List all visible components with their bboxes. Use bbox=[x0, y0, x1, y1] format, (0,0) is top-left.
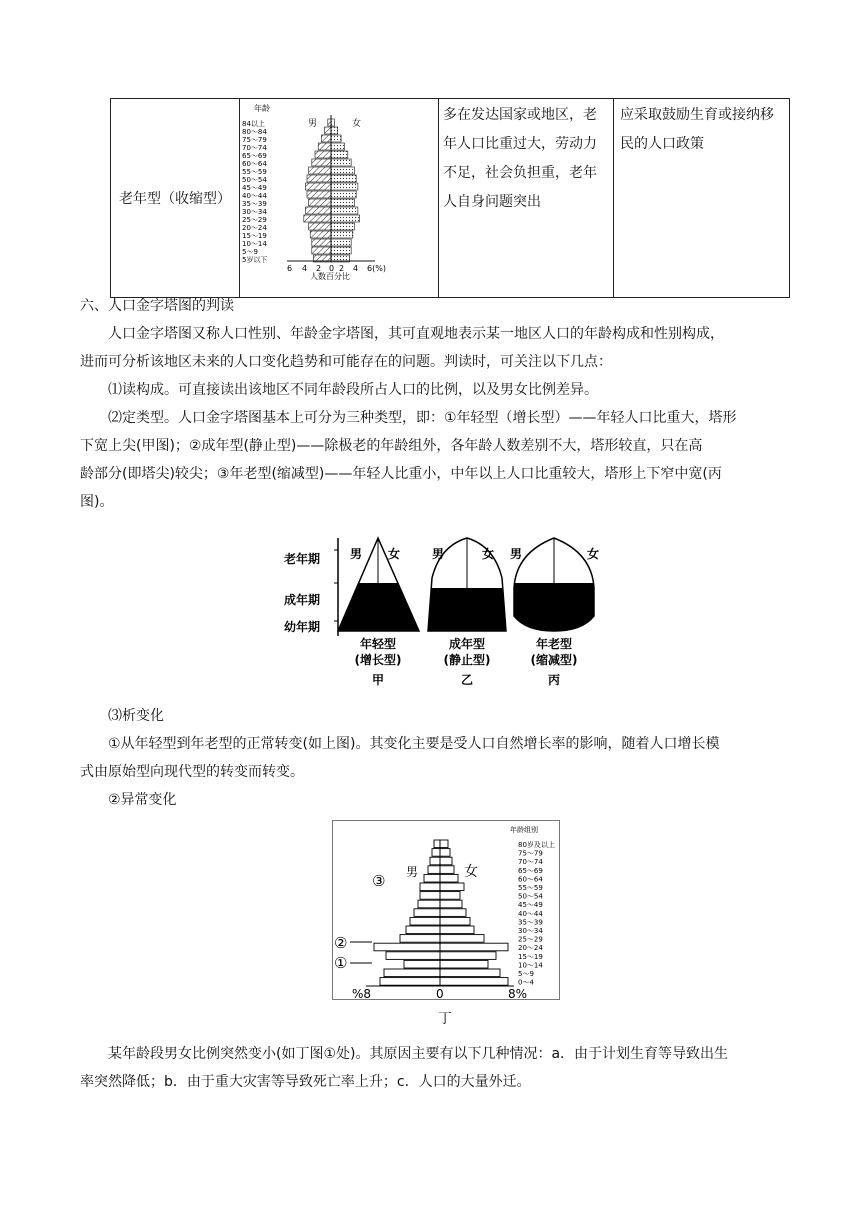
features-cell: 多在发达国家或地区，老年人口比重过大，劳动力不足，社会负担重，老年人自身问题突出 bbox=[439, 99, 614, 298]
x-tick: 6 bbox=[287, 264, 293, 273]
ding-age-label: 45～49 bbox=[518, 901, 543, 910]
ding-female-bar bbox=[440, 866, 454, 874]
ding-female-bar bbox=[440, 978, 508, 986]
male-bar bbox=[325, 127, 331, 134]
male-bar bbox=[309, 199, 331, 206]
ding-male-bar bbox=[404, 960, 440, 968]
x-tick: 4 bbox=[302, 264, 308, 273]
caption-young-sub: (增长型) bbox=[354, 653, 402, 667]
point3a-line2: 式由原始型向现代型的转变而转变。 bbox=[80, 764, 304, 780]
ding-female-bar bbox=[440, 935, 484, 943]
ding-x-mid: 0 bbox=[436, 987, 444, 1000]
ding-age-label: 50～54 bbox=[518, 892, 543, 901]
x-tick: 2 bbox=[339, 264, 345, 273]
ding-pyramid-figure bbox=[332, 820, 560, 1000]
female-bar bbox=[331, 135, 341, 142]
ding-age-label: 35～39 bbox=[518, 918, 543, 927]
type-cell: 老年型（收缩型） bbox=[111, 99, 240, 298]
age-label: 80～84 bbox=[242, 128, 267, 136]
ding-age-label: 70～74 bbox=[518, 858, 543, 867]
ding-male-bar bbox=[400, 935, 440, 943]
ding-female-bar bbox=[440, 952, 496, 960]
ding-age-label: 30～34 bbox=[518, 927, 543, 935]
male-bar bbox=[310, 231, 331, 238]
caption-young-name: 年轻型 bbox=[359, 637, 397, 651]
age-label: 75～79 bbox=[242, 136, 267, 144]
age-label: 70～74 bbox=[242, 144, 267, 152]
aged-type-pyramid bbox=[510, 538, 599, 631]
final-line1: 某年龄段男女比例突然变小(如丁图①处)。其原因主要有以下几种情况：a．由于计划生育等导致出生 bbox=[108, 1046, 729, 1062]
label-old-age: 老年期 bbox=[284, 552, 321, 566]
ding-age-label: 20～24 bbox=[518, 944, 543, 953]
female-bar bbox=[331, 183, 358, 190]
male-bar bbox=[309, 167, 331, 174]
ding-female-bar bbox=[440, 960, 488, 968]
aged-female: 女 bbox=[587, 547, 600, 561]
age-label: 15～19 bbox=[242, 232, 267, 240]
point2-line2: 下宽上尖(甲图)；②成年型(静止型)——除极老的年龄组外，各年龄人数差别不大，塔形较直，只在高 bbox=[80, 438, 703, 454]
ding-male-bar bbox=[384, 969, 440, 977]
female-bar bbox=[331, 119, 334, 126]
ding-male-bar bbox=[414, 909, 440, 917]
three-types-figure bbox=[282, 528, 612, 696]
male-bar bbox=[307, 191, 331, 198]
age-label: 35～39 bbox=[242, 200, 267, 208]
label-adult-age: 成年期 bbox=[284, 593, 321, 607]
female-bar bbox=[331, 247, 351, 254]
ding-age-label: 5～9 bbox=[518, 970, 534, 978]
point3a-line1: ①从年轻型到年老型的正常转变(如上图)。其变化主要是受人口自然增长率的影响，随着人口增长模 bbox=[108, 736, 720, 752]
female-bar bbox=[331, 151, 348, 158]
policy-cell: 应采取鼓励生育或接纳移民的人口政策 bbox=[614, 99, 790, 298]
final-line2: 率突然降低；b．由于重大灾害等导致死亡率上升；c．人口的大量外迁。 bbox=[80, 1074, 531, 1090]
female-bar bbox=[331, 191, 356, 198]
chart-cell bbox=[240, 99, 439, 298]
caption-adult-letter: 乙 bbox=[460, 673, 474, 687]
caption-aged-sub: (缩减型) bbox=[530, 653, 578, 667]
male-bar bbox=[315, 151, 331, 158]
aged-pyramid-chart bbox=[240, 99, 438, 293]
ding-female-bar bbox=[440, 883, 464, 891]
female-bar bbox=[331, 215, 360, 222]
caption-aged-name: 年老型 bbox=[535, 637, 573, 651]
caption-adult-sub: (静止型) bbox=[443, 653, 491, 667]
female-bar bbox=[331, 223, 355, 230]
male-bar bbox=[312, 239, 331, 246]
adult-type-pyramid bbox=[428, 538, 506, 631]
ding-male-bar bbox=[406, 926, 440, 934]
point2-line3: 龄部分(即塔尖)较尖；③年老型(缩减型)——年轻人比重小，中年以上人口比重较大，塔形上下窄中宽(丙 bbox=[80, 466, 722, 482]
ding-male-bar bbox=[424, 874, 440, 882]
age-label: 55～59 bbox=[242, 168, 267, 176]
adult-male: 男 bbox=[432, 547, 445, 561]
x-axis-label: 人数百分比 bbox=[310, 272, 350, 281]
ding-female-bar bbox=[440, 969, 500, 977]
age-label: 5岁以下 bbox=[242, 256, 268, 264]
ding-age-label: 65～69 bbox=[518, 866, 543, 875]
young-female: 女 bbox=[388, 547, 401, 561]
label-young-age: 幼年期 bbox=[284, 620, 321, 634]
x-tick: 0 bbox=[329, 264, 335, 273]
ding-female-bar bbox=[440, 849, 450, 857]
ding-x-left: %8 bbox=[352, 987, 372, 1000]
ding-female-bar bbox=[440, 943, 508, 951]
x-tick: 6(%) bbox=[367, 264, 386, 273]
ding-age-label: 10～14 bbox=[518, 961, 543, 970]
age-label: 20～24 bbox=[242, 224, 267, 232]
point2-line4: 图)。 bbox=[80, 494, 114, 510]
marker-1: ① bbox=[334, 954, 348, 972]
ding-male-bar bbox=[374, 943, 440, 951]
ding-age-label: 80岁及以上 bbox=[518, 841, 555, 849]
ding-female-bar bbox=[440, 900, 462, 908]
x-tick: 2 bbox=[316, 264, 322, 273]
male-bar bbox=[309, 223, 331, 230]
ding-age-header: 年龄组别 bbox=[510, 826, 538, 834]
aged-male: 男 bbox=[510, 547, 523, 561]
female-label: 女 bbox=[352, 119, 362, 129]
ding-male-bar bbox=[380, 978, 440, 986]
ding-female-bar bbox=[440, 909, 466, 917]
ding-male-bar bbox=[432, 849, 440, 857]
female-bar bbox=[331, 143, 344, 150]
ding-male-bar bbox=[434, 840, 440, 848]
age-label: 65～69 bbox=[242, 152, 267, 160]
point2-line1: ⑵定类型。人口金字塔图基本上可分为三种类型，即：①年轻型（增长型）——年轻人口比重大，塔形 bbox=[108, 410, 737, 426]
age-label: 25～29 bbox=[242, 216, 267, 224]
ding-female-bar bbox=[440, 917, 470, 925]
point3b: ②异常变化 bbox=[108, 792, 177, 808]
ding-male-label: 男 bbox=[406, 865, 419, 879]
age-label: 84以上 bbox=[242, 120, 265, 128]
para1-line1: 人口金字塔图又称人口性别、年龄金字塔图，其可直观地表示某一地区人口的年龄构成和性别构成， bbox=[108, 326, 724, 342]
ding-male-bar bbox=[386, 952, 440, 960]
male-bar bbox=[321, 135, 331, 142]
point3: ⑶析变化 bbox=[108, 708, 164, 724]
point1: ⑴读构成。可直接读出该地区不同年龄段所占人口的比例，以及男女比例差异。 bbox=[108, 382, 598, 398]
ding-female-bar bbox=[440, 857, 452, 865]
male-bar bbox=[318, 143, 331, 150]
young-type-pyramid bbox=[338, 538, 419, 631]
adult-female: 女 bbox=[482, 547, 495, 561]
young-male: 男 bbox=[350, 547, 363, 561]
para1-line2: 进而可分析该地区未来的人口变化趋势和可能存在的问题。判读时，可关注以下几点： bbox=[80, 354, 612, 370]
female-bar bbox=[331, 231, 353, 238]
ding-male-bar bbox=[410, 917, 440, 925]
age-header: 年龄 bbox=[254, 104, 270, 113]
female-bar bbox=[331, 239, 351, 246]
male-bar bbox=[312, 159, 331, 166]
ding-male-bar bbox=[420, 883, 440, 891]
population-type-table bbox=[110, 98, 790, 298]
male-bar bbox=[312, 247, 331, 254]
male-bar bbox=[307, 175, 331, 182]
female-bar bbox=[331, 127, 338, 134]
ding-age-label: 0～4 bbox=[518, 978, 534, 987]
male-bar bbox=[304, 215, 331, 222]
age-label: 50～54 bbox=[242, 176, 267, 184]
table-row bbox=[111, 99, 790, 298]
x-tick: 4 bbox=[353, 264, 359, 273]
female-bar bbox=[331, 175, 356, 182]
caption-young-letter: 甲 bbox=[371, 673, 385, 687]
male-bar bbox=[305, 183, 331, 190]
ding-female-bar bbox=[440, 840, 448, 848]
female-bar bbox=[331, 159, 351, 166]
ding-male-bar bbox=[418, 900, 440, 908]
age-label: 10～14 bbox=[242, 240, 267, 248]
ding-age-label: 15～19 bbox=[518, 952, 543, 961]
female-bar bbox=[331, 199, 355, 206]
male-bar bbox=[305, 207, 331, 214]
ding-age-label: 25～29 bbox=[518, 935, 543, 944]
marker-3: ③ bbox=[372, 872, 386, 890]
caption-adult-name: 成年型 bbox=[448, 637, 486, 651]
age-label: 45～49 bbox=[242, 184, 267, 192]
age-label: 40～44 bbox=[242, 192, 267, 200]
ding-male-bar bbox=[420, 892, 440, 900]
ding-female-bar bbox=[440, 874, 458, 882]
ding-age-label: 40～44 bbox=[518, 909, 543, 918]
ding-male-bar bbox=[430, 857, 440, 865]
caption-aged-letter: 丙 bbox=[547, 673, 561, 687]
female-bar bbox=[331, 207, 358, 214]
age-label: 60～64 bbox=[242, 160, 267, 168]
ding-female-bar bbox=[440, 892, 460, 900]
section-title: 六、人口金字塔图的判读 bbox=[80, 298, 234, 314]
female-bar bbox=[331, 167, 355, 174]
ding-female-bar bbox=[440, 926, 474, 934]
ding-female-label: 女 bbox=[464, 864, 478, 880]
ding-age-label: 60～64 bbox=[518, 875, 543, 884]
ding-x-right: 8% bbox=[508, 987, 528, 1000]
ding-age-label: 75～79 bbox=[518, 849, 543, 858]
ding-male-bar bbox=[428, 866, 440, 874]
ding-age-label: 55～59 bbox=[518, 884, 543, 892]
ding-caption: 丁 bbox=[438, 1011, 452, 1027]
age-label: 5～9 bbox=[242, 248, 258, 256]
male-label: 男 bbox=[308, 119, 318, 129]
marker-2: ② bbox=[334, 934, 348, 952]
age-label: 30～34 bbox=[242, 208, 267, 216]
